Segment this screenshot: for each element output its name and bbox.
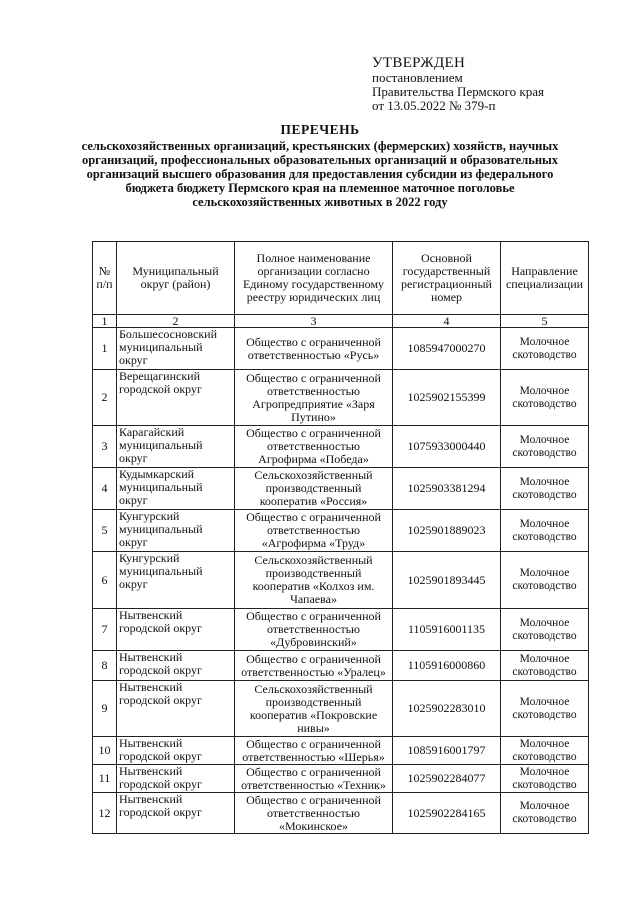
approval-line-government: Правительства Пермского края	[372, 84, 544, 99]
row-number: 1	[93, 328, 117, 370]
row-specialization: Молочное скотоводство	[501, 328, 589, 370]
row-number: 8	[93, 651, 117, 681]
row-number: 5	[93, 510, 117, 552]
document-subtitle: сельскохозяйственных организаций, крестьянских (фермерских) хозяйств, научных организаций, профессиональных образовательных организаций и образовательных организаций высшего образования для предоставления субсидии из федерального бюджета бюджету Пермского края на племенное маточное поголовье сельскохозяйственных животных в 2022 году	[81, 139, 559, 209]
table-row	[93, 468, 589, 510]
row-number: 6	[93, 552, 117, 609]
table-row	[93, 370, 589, 426]
table-row	[93, 426, 589, 468]
row-number: 4	[93, 468, 117, 510]
row-specialization: Молочное скотоводство	[501, 793, 589, 834]
row-specialization: Молочное скотоводство	[501, 552, 589, 609]
column-number: 1	[93, 315, 117, 328]
column-number: 3	[235, 315, 393, 328]
row-district: Кудымкарский муниципальный округ	[117, 468, 235, 510]
row-organization: Общество с ограниченной ответственностью «Мокинское»	[235, 793, 393, 834]
table-row	[93, 681, 589, 737]
row-ogrn: 1025902284077	[393, 765, 501, 793]
row-ogrn: 1025902283010	[393, 681, 501, 737]
approval-heading: УТВЕРЖДЕН	[372, 55, 466, 71]
table-header-row	[93, 242, 589, 315]
row-ogrn: 1025901889023	[393, 510, 501, 552]
row-number: 9	[93, 681, 117, 737]
row-number: 2	[93, 370, 117, 426]
approval-block	[372, 55, 622, 113]
table-row	[93, 651, 589, 681]
row-district: Нытвенский городской округ	[117, 681, 235, 737]
row-ogrn: 1085947000270	[393, 328, 501, 370]
row-district: Кунгурский муниципальный округ	[117, 510, 235, 552]
table-row	[93, 328, 589, 370]
row-ogrn: 1105916001135	[393, 609, 501, 651]
row-district: Нытвенский городской округ	[117, 651, 235, 681]
row-number: 7	[93, 609, 117, 651]
row-specialization: Молочное скотоводство	[501, 737, 589, 765]
column-numbers-row	[93, 315, 589, 328]
row-ogrn: 1075933000440	[393, 426, 501, 468]
row-district: Нытвенский городской округ	[117, 765, 235, 793]
column-number: 4	[393, 315, 501, 328]
row-ogrn: 1025902284165	[393, 793, 501, 834]
row-number: 11	[93, 765, 117, 793]
row-specialization: Молочное скотоводство	[501, 370, 589, 426]
row-district: Карагайский муниципальный округ	[117, 426, 235, 468]
row-number: 10	[93, 737, 117, 765]
header-organization: Полное наименование организации согласно Единому государственному реестру юридических лиц	[235, 242, 393, 315]
row-specialization: Молочное скотоводство	[501, 468, 589, 510]
row-organization: Общество с ограниченной ответственностью «Уралец»	[235, 651, 393, 681]
row-organization: Общество с ограниченной ответственностью «Русь»	[235, 328, 393, 370]
header-number: № п/п	[93, 242, 117, 315]
row-district: Нытвенский городской округ	[117, 609, 235, 651]
row-number: 3	[93, 426, 117, 468]
row-organization: Общество с ограниченной ответственностью «Агрофирма «Труд»	[235, 510, 393, 552]
row-specialization: Молочное скотоводство	[501, 651, 589, 681]
table-row	[93, 552, 589, 609]
header-specialization: Направление специализации	[501, 242, 589, 315]
column-number: 5	[501, 315, 589, 328]
row-number: 12	[93, 793, 117, 834]
approval-line-date: от 13.05.2022 № 379-п	[372, 98, 496, 113]
row-organization: Общество с ограниченной ответственностью «Шерья»	[235, 737, 393, 765]
row-organization: Общество с ограниченной ответственностью «Техник»	[235, 765, 393, 793]
row-specialization: Молочное скотоводство	[501, 426, 589, 468]
row-organization: Сельскохозяйственный производственный кооператив «Россия»	[235, 468, 393, 510]
row-specialization: Молочное скотоводство	[501, 681, 589, 737]
organizations-table	[92, 241, 589, 834]
row-district: Нытвенский городской округ	[117, 737, 235, 765]
document-title: ПЕРЕЧЕНЬ	[280, 122, 360, 137]
row-ogrn: 1025903381294	[393, 468, 501, 510]
row-ogrn: 1025901893445	[393, 552, 501, 609]
table-row	[93, 737, 589, 765]
table-row	[93, 765, 589, 793]
row-ogrn: 1025902155399	[393, 370, 501, 426]
column-number: 2	[117, 315, 235, 328]
row-organization: Сельскохозяйственный производственный кооператив «Колхоз им. Чапаева»	[235, 552, 393, 609]
table-row	[93, 510, 589, 552]
row-ogrn: 1105916000860	[393, 651, 501, 681]
header-district: Муниципальный округ (район)	[117, 242, 235, 315]
approval-line-resolution: постановлением	[372, 70, 463, 85]
table-row	[93, 793, 589, 834]
row-district: Нытвенский городской округ	[117, 793, 235, 834]
row-organization: Общество с ограниченной ответственностью Агрофирма «Победа»	[235, 426, 393, 468]
row-district: Верещагинский городской округ	[117, 370, 235, 426]
row-district: Кунгурский муниципальный округ	[117, 552, 235, 609]
table-row	[93, 609, 589, 651]
row-ogrn: 1085916001797	[393, 737, 501, 765]
row-district: Большесосновский муниципальный округ	[117, 328, 235, 370]
row-specialization: Молочное скотоводство	[501, 510, 589, 552]
row-specialization: Молочное скотоводство	[501, 609, 589, 651]
row-organization: Общество с ограниченной ответственностью «Дубровинский»	[235, 609, 393, 651]
row-organization: Общество с ограниченной ответственностью Агропредприятие «Заря Путино»	[235, 370, 393, 426]
row-organization: Сельскохозяйственный производственный кооператив «Покровские нивы»	[235, 681, 393, 737]
header-ogrn: Основной государственный регистрационный номер	[393, 242, 501, 315]
row-specialization: Молочное скотоводство	[501, 765, 589, 793]
